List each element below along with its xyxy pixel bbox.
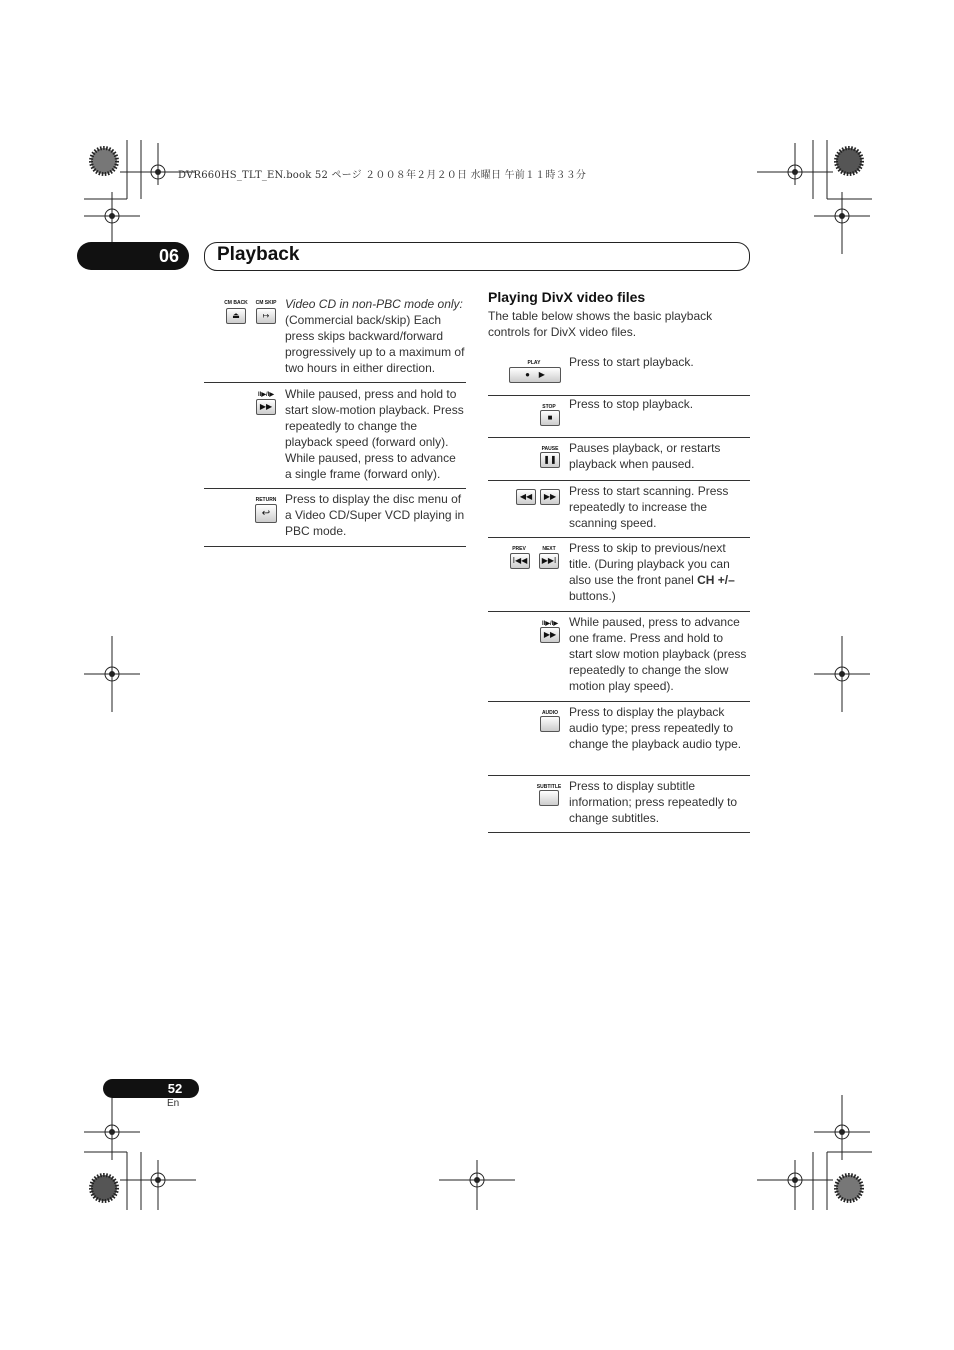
cm-skip-button: ↦ — [256, 308, 276, 324]
page-language: En — [167, 1098, 180, 1109]
row-description: Pauses playback, or restarts playback when paused. — [569, 441, 721, 471]
row-description: While paused, press and hold to start slow-motion playback. Press repeatedly to change the playback speed (forward only). While paused, press to advance a single frame (forward only). — [285, 387, 464, 481]
stop-button: ■ — [540, 410, 560, 426]
pause-button: ❚❚ — [540, 452, 560, 468]
button-label: NEXT — [542, 546, 556, 552]
slow-frame-button: ▶▶ — [540, 627, 560, 643]
table-row — [488, 396, 750, 438]
prev-button: I◀◀ — [510, 553, 530, 569]
table-row — [488, 776, 750, 833]
button-label: STOP — [542, 404, 556, 410]
audio-button — [540, 716, 560, 732]
table-row — [488, 350, 750, 396]
chapter-title: Playback — [217, 244, 300, 265]
row-description: Press to start playback. — [569, 355, 694, 369]
button-label: PREV — [512, 546, 526, 552]
table-row — [488, 538, 750, 612]
button-label: CM SKIP — [255, 300, 277, 306]
subtitle-button — [539, 790, 559, 806]
section-intro: The table below shows the basic playback controls for DivX video files. — [488, 309, 713, 339]
table-row — [204, 292, 466, 383]
forward-scan-button: ▶▶ — [540, 489, 560, 505]
row-description: While paused, press to advance one frame. Press and hold to start slow motion playback (press repeatedly to change the slow motion play speed). — [569, 615, 747, 693]
slow-frame-button: ▶▶ — [256, 399, 276, 415]
desc-text: buttons.) — [569, 589, 616, 603]
row-description: Press to display subtitle information; press repeatedly to change subtitles. — [569, 779, 738, 825]
cm-back-button: ⏏ — [226, 308, 246, 324]
button-label: SUBTITLE — [536, 784, 562, 790]
button-label: CM BACK — [224, 300, 248, 306]
row-description: Press to stop playback. — [569, 397, 694, 411]
table-row — [488, 481, 750, 538]
table-row — [204, 383, 466, 489]
row-description: Press to display the disc menu of a Video CD/Super VCD playing in PBC mode. — [285, 492, 465, 538]
row-description — [569, 540, 749, 604]
row-description: Press to start scanning. Press repeatedly to increase the scanning speed. — [569, 484, 729, 530]
table-row — [488, 438, 750, 481]
page-number: 52 — [167, 1081, 183, 1096]
next-button: ▶▶I — [539, 553, 559, 569]
row-description — [285, 296, 465, 376]
row-description: Press to display the playback audio type; press repeatedly to change the playback audio type. — [569, 705, 742, 751]
desc-bold: CH +/– — [697, 573, 735, 587]
table-row — [204, 489, 466, 547]
button-label: AUDIO — [541, 710, 559, 716]
table-row — [488, 702, 750, 776]
return-button: ↩ — [255, 504, 277, 523]
table-row — [488, 612, 750, 702]
section-title: Playing DivX video files — [488, 289, 646, 305]
rewind-scan-button: ◀◀ — [516, 489, 536, 505]
button-label: RETURN — [255, 497, 277, 503]
button-label: II▶/I▶ — [258, 392, 274, 398]
button-label: PLAY — [527, 360, 541, 366]
button-label: II▶/I▶ — [542, 621, 558, 627]
desc-text: Press to skip to previous/next title. (During playback you can also use the front panel — [569, 541, 730, 587]
desc-italic: Video CD in non-PBC mode only: — [285, 297, 463, 311]
book-info-header: DVR660HS_TLT_EN.book 52 ページ ２００８年２月２０日 水曜日 午前１１時３３分 — [178, 170, 587, 181]
chapter-number: 06 — [158, 246, 180, 266]
play-button: ● ▶ — [509, 367, 561, 383]
desc-text: (Commercial back/skip) Each press skips backward/forward progressively up to a maximum of two hours in either direction. — [285, 313, 465, 375]
button-label: PAUSE — [541, 446, 559, 452]
